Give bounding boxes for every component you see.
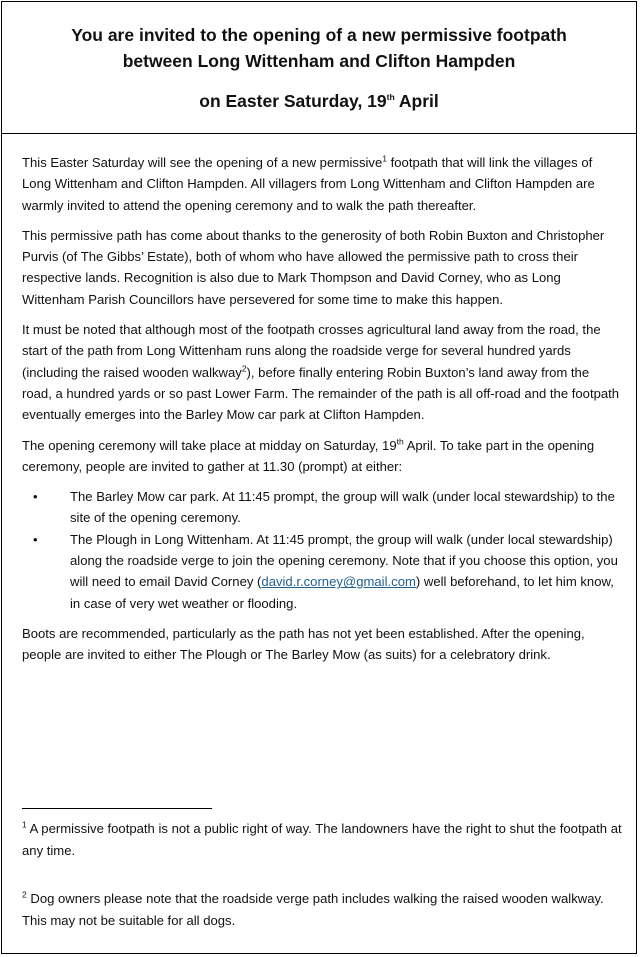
ceremony-text-a: The opening ceremony will take place at midday on Saturday, 19 (22, 437, 397, 453)
footnote-2-text: Dog owners please note that the roadside verge path includes walking the raised wooden walkway. This may not be suitable for all dogs. (22, 891, 604, 928)
footnote-1 (22, 818, 622, 861)
bullet-icon: • (33, 489, 38, 505)
footnote-ref-2: 2 (241, 363, 247, 374)
barley-mow-option: The Barley Mow car park. At 11:45 prompt, the group will walk (under local stewardship) to the site of the opening ceremony. (70, 489, 615, 526)
footnote-separator (22, 808, 212, 809)
email-link[interactable]: david.r.corney@gmail.com (261, 574, 416, 590)
flyer-page (1, 1, 637, 954)
intro-text-a: This Easter Saturday will see the opening of a new permissive (22, 155, 383, 170)
intro-paragraph (22, 152, 622, 216)
footnote-1-marker: 1 (22, 819, 27, 830)
route-text-a: It must be noted that although most of the footpath crosses agricultural land away from the road, the start of the path from Long Wittenham runs along the roadside verge for several hundred yards (including the raised wooden walkway (22, 322, 601, 380)
date-text-post: April (394, 91, 439, 111)
plough-option-text-a: The Plough in Long Wittenham. At 11:45 prompt, the group will walk (under local stewardship) along the roadside verge to join the opening ceremony. Note that if you choose this option, you will need to email David Corney ( (70, 531, 618, 590)
intro-text-b: footpath that will link the villages of Long Wittenham and Clifton Hampden. All villagers from Long Wittenham and Clifton Hampden are warmly invited to attend the opening ceremony and to walk the path thereafter. (22, 155, 595, 213)
flyer-header (2, 2, 636, 133)
footnote-ref-1: 1 (382, 153, 387, 164)
thanks-paragraph: This permissive path has come about thanks to the generosity of both Robin Buxton and Christopher Purvis (of The Gibbs’ Estate), both of whom who have allowed the permissive path to cross their respective lands. Recognition is also due to Mark Thompson and David Corney, who as Long Wittenham Parish Councillors have persevered for some time to make this happen. (22, 227, 605, 307)
route-paragraph (22, 319, 622, 425)
date-ordinal: th (386, 92, 395, 103)
ceremony-text-b: April. To take part in the opening ceremony, people are invited to gather at 11.30 (prompt) at either: (22, 437, 595, 474)
route-text-b: ), before finally entering Robin Buxton’s land away from the road, a hundred yards or so past Lower Farm. The remainder of the path is all off-road and the footpath eventually emerges into the Barley Mow car park at Clifton Hampden. (22, 364, 620, 423)
title-line-2: between Long Wittenham and Clifton Hampden (122, 51, 516, 71)
list-item (22, 486, 622, 529)
footnote-1-text: A permissive footpath is not a public right of way. The landowners have the right to shut the footpath at any time. (22, 821, 622, 858)
event-date-heading (2, 74, 636, 112)
list-item (22, 529, 622, 614)
title-line-1: You are invited to the opening of a new permissive footpath (71, 25, 567, 45)
ceremony-date-ordinal: th (396, 436, 404, 447)
flyer-body (22, 152, 622, 675)
date-text-pre: on Easter Saturday, 19 (199, 91, 387, 111)
ceremony-paragraph (22, 435, 622, 478)
footnote-2-marker: 2 (22, 889, 27, 900)
closing-paragraph: Boots are recommended, particularly as the path has not yet been established. After the opening, people are invited to either The Plough or The Barley Mow (as suits) for a celebratory drink. (22, 625, 585, 663)
gathering-points-list (22, 486, 622, 614)
header-divider (2, 133, 636, 134)
plough-option-text-b: ) well beforehand, to let him know, in case of very wet weather or flooding. (70, 574, 614, 611)
footnote-2 (22, 888, 622, 931)
invitation-title (2, 2, 636, 74)
bullet-icon: • (33, 531, 38, 547)
